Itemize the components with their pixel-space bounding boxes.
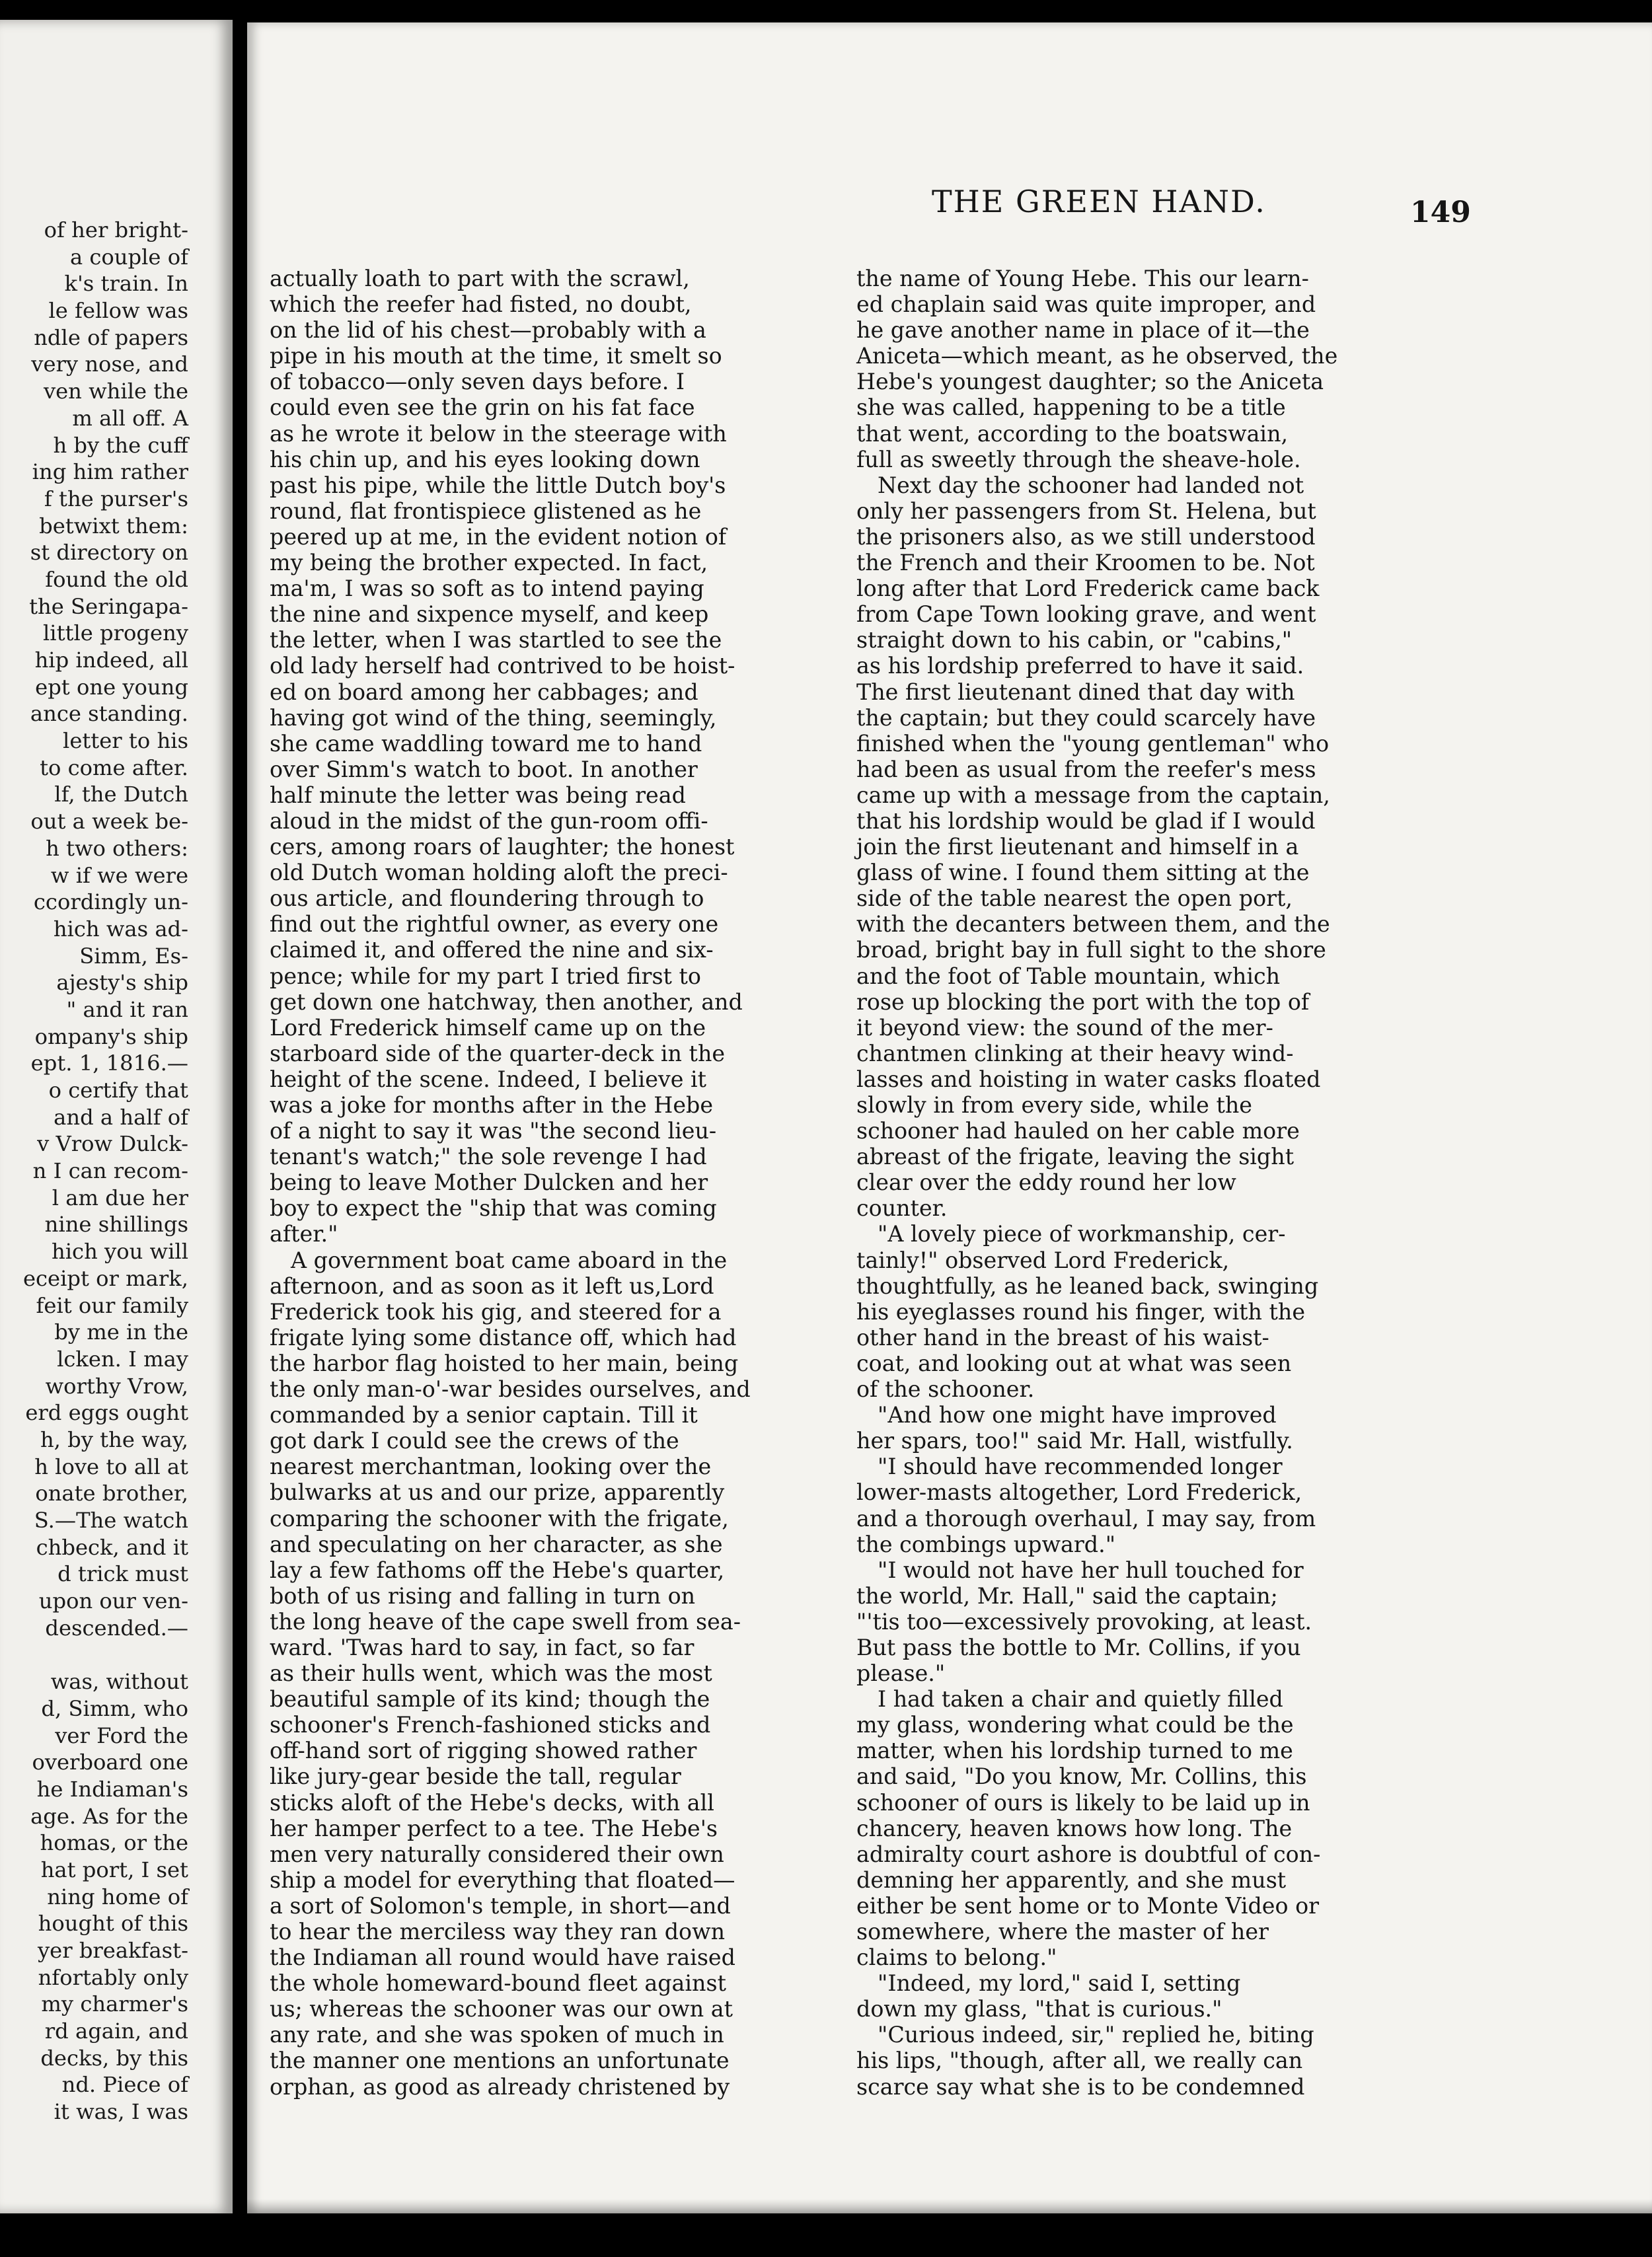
text-line: after." (270, 1221, 338, 1247)
text-line: Frederick took his gig, and steered for a (270, 1298, 722, 1325)
text-line: his chin up, and his eyes looking down (270, 446, 700, 472)
text-line: got dark I could see the crews of the (270, 1428, 679, 1454)
text-line: full as sweetly through the sheave-hole. (856, 446, 1301, 472)
text-line: she was called, happening to be a title (856, 394, 1286, 421)
text-line: old Dutch woman holding aloft the preci- (270, 860, 728, 886)
text-line: Lord Frederick himself came up on the (270, 1014, 706, 1041)
text-line: matter, when his lordship turned to me (856, 1738, 1293, 1764)
text-line: claimed it, and offered the nine and six- (270, 937, 714, 963)
text-line: d trick must (57, 1561, 188, 1587)
text-line: hought of this (38, 1911, 188, 1937)
text-line: it beyond view: the sound of the mer- (856, 1014, 1273, 1041)
text-line: the harbor flag hoisted to her main, being (270, 1350, 739, 1376)
text-line: any rate, and she was spoken of much in (270, 2022, 724, 2048)
text-line: get down one hatchway, then another, and (270, 988, 743, 1015)
text-line: nfortably only (38, 1964, 188, 1990)
page-gutter (233, 0, 247, 2257)
text-line: ccordingly un- (33, 889, 188, 915)
text-line: the Seringapa- (29, 593, 188, 619)
text-line: coat, and looking out at what was seen (856, 1350, 1292, 1376)
text-line: st directory on (30, 540, 188, 566)
text-line: and said, "Do you know, Mr. Collins, this (856, 1763, 1307, 1790)
text-line: other hand in the breast of his waist- (856, 1324, 1269, 1350)
text-line: "A lovely piece of workmanship, cer- (878, 1221, 1286, 1247)
text-line: beautiful sample of its kind; though the (270, 1686, 710, 1713)
text-line: Hebe's youngest daughter; so the Aniceta (856, 369, 1324, 395)
text-line: was, without (50, 1669, 188, 1695)
text-line: to come after. (40, 755, 188, 780)
text-line: m all off. A (72, 405, 188, 431)
text-line: of a night to say it was "the second lieu- (270, 1118, 717, 1144)
text-line: "'tis too—excessively provoking, at least. (856, 1608, 1312, 1635)
text-line: lay a few fathoms off the Hebe's quarter, (270, 1557, 725, 1583)
text-line: it was, I was (54, 2099, 188, 2125)
text-line: h two others: (46, 835, 188, 861)
text-line: "I should have recommended longer (878, 1454, 1283, 1480)
text-line: eceipt or mark, (22, 1265, 188, 1291)
facing-page-text (0, 217, 188, 2126)
text-line: Aniceta—which meant, as he observed, the (856, 343, 1338, 369)
text-line: lower-masts altogether, Lord Frederick, (856, 1479, 1302, 1506)
text-line: comparing the schooner with the frigate, (270, 1505, 729, 1532)
text-line: the combings upward." (856, 1531, 1116, 1557)
text-line: h love to all at (34, 1454, 188, 1479)
text-line: that went, according to the boatswain, (856, 420, 1289, 447)
text-line: frigate lying some distance off, which had (270, 1324, 737, 1350)
text-line: came up with a message from the captain, (856, 782, 1330, 808)
text-line: my charmer's (41, 1991, 188, 2017)
text-line: down my glass, "that is curious." (856, 1996, 1222, 2022)
text-line: us; whereas the schooner was our own at (270, 1996, 733, 2022)
text-line: a sort of Solomon's temple, in short—and (270, 1892, 731, 1919)
text-line: my glass, wondering what could be the (856, 1712, 1294, 1738)
text-line: counter. (856, 1195, 948, 1222)
text-line: ma'm, I was so soft as to intend paying (270, 575, 704, 602)
text-line: half minute the letter was being read (270, 782, 686, 808)
text-line: letter to his (63, 728, 188, 754)
text-line: his eyeglasses round his finger, with the (856, 1298, 1306, 1325)
text-line: the letter, when I was startled to see the (270, 627, 722, 653)
text-line: she came waddling toward me to hand (270, 730, 702, 757)
text-line: ed on board among her cabbages; and (270, 679, 698, 705)
text-line: aloud in the midst of the gun-room offi- (270, 807, 708, 834)
text-line: off-hand sort of rigging showed rather (270, 1738, 697, 1764)
text-line: rd again, and (44, 2018, 188, 2044)
text-line: by me in the (54, 1319, 188, 1345)
text-line: nine shillings (44, 1212, 188, 1238)
text-line: could even see the grin on his fat face (270, 394, 695, 421)
text-line: bulwarks at us and our prize, apparently (270, 1479, 725, 1506)
text-line: ver Ford the (55, 1722, 188, 1748)
text-line: h by the cuff (53, 432, 188, 458)
text-line: as he wrote it below in the steerage with (270, 420, 727, 447)
text-line: "And how one might have improved (878, 1402, 1277, 1428)
text-line: abreast of the frigate, leaving the sight (856, 1144, 1295, 1170)
text-line: chantmen clinking at their heavy wind- (856, 1040, 1294, 1066)
text-line: long after that Lord Frederick came back (856, 575, 1320, 602)
text-line: my being the brother expected. In fact, (270, 550, 708, 576)
text-line: on the lid of his chest—probably with a (270, 317, 706, 344)
text-line: out a week be- (30, 809, 188, 834)
text-line: a couple of (69, 244, 188, 270)
text-line: the world, Mr. Hall," said the captain; (856, 1582, 1278, 1609)
text-line: lf, the Dutch (54, 782, 188, 807)
text-line: old lady herself had contrived to be hoist- (270, 653, 735, 679)
text-line: schooner of ours is likely to be laid up in (856, 1789, 1310, 1816)
text-line: ship a model for everything that floated— (270, 1867, 735, 1893)
text-line: ance standing. (30, 701, 188, 727)
text-line: Next day the schooner had landed not (878, 472, 1304, 498)
text-line: I had taken a chair and quietly filled (878, 1686, 1283, 1713)
text-line: with the decanters between them, and the (856, 911, 1330, 938)
text-line: descended.— (45, 1615, 188, 1641)
text-line: somewhere, where the master of her (856, 1919, 1269, 1944)
text-line: ept. 1, 1816.— (30, 1051, 188, 1076)
text-line: finished when the "young gentleman" who (856, 730, 1330, 757)
text-line: actually loath to part with the scrawl, (270, 266, 690, 291)
text-line: hich was ad- (53, 916, 188, 942)
text-line: l am due her (52, 1185, 188, 1210)
text-line: upon our ven- (38, 1588, 188, 1614)
text-line: scarce say what she is to be condemned (856, 2073, 1305, 2100)
text-line: and the foot of Table mountain, which (856, 963, 1281, 989)
text-line: being to leave Mother Dulcken and her (270, 1169, 708, 1196)
text-line: slowly in from every side, while the (856, 1092, 1252, 1118)
text-line: had been as usual from the reefer's mess (856, 756, 1316, 782)
text-line: boy to expect the "ship that was coming (270, 1195, 717, 1222)
text-line: commanded by a senior captain. Till it (270, 1402, 698, 1428)
text-line: hip indeed, all (34, 648, 188, 673)
text-line: feit our family (36, 1292, 188, 1318)
text-line: claims to belong." (856, 1944, 1057, 1971)
text-line: thoughtfully, as he leaned back, swinging (856, 1273, 1319, 1299)
text-line: and speculating on her character, as she (270, 1531, 723, 1557)
text-line: he Indiaman's (36, 1776, 188, 1802)
text-line: orphan, as good as already christened by (270, 2073, 730, 2100)
text-line: yer breakfast- (37, 1938, 188, 1963)
text-line: hich you will (52, 1239, 188, 1265)
text-line: which the reefer had fisted, no doubt, (270, 291, 692, 318)
text-line: admiralty court ashore is doubtful of con- (856, 1841, 1321, 1867)
text-line: the prisoners also, as we still understood (856, 523, 1316, 550)
text-line: sticks aloft of the Hebe's decks, with all (270, 1789, 714, 1816)
text-line: ompany's ship (34, 1023, 188, 1049)
text-line: The first lieutenant dined that day with (856, 679, 1295, 705)
text-line: very nose, and (31, 352, 188, 377)
text-line: ing him rather (32, 459, 188, 485)
text-line: demning her apparently, and she must (856, 1867, 1287, 1893)
text-line: n I can recom- (32, 1158, 188, 1184)
text-line: the name of Young Hebe. This our learn- (856, 266, 1309, 291)
text-line: onate brother, (35, 1481, 188, 1506)
text-line: f the purser's (44, 486, 188, 511)
text-line (0, 1641, 188, 1668)
text-line: and a thorough overhaul, I may say, from (856, 1505, 1316, 1532)
text-line: broad, bright bay in full sight to the shore (856, 937, 1326, 963)
text-line: tenant's watch;" the sole revenge I had (270, 1144, 707, 1170)
text-line: little progeny (43, 620, 188, 646)
text-line: as their hulls went, which was the most (270, 1660, 712, 1687)
text-line: ndle of papers (34, 324, 188, 350)
text-line: tainly!" observed Lord Frederick, (856, 1247, 1230, 1273)
text-line: the Indiaman all round would have raised (270, 1944, 735, 1971)
text-line: schooner's French-fashioned sticks and (270, 1712, 711, 1738)
facing-page-fragment (0, 20, 233, 2213)
text-line: her hamper perfect to a tee. The Hebe's (270, 1815, 718, 1841)
text-line: erd eggs ought (25, 1400, 188, 1426)
text-line: cers, among roars of laughter; the honest (270, 834, 735, 860)
text-line: k's train. In (64, 271, 188, 297)
text-line: "I would not have her hull touched for (878, 1557, 1304, 1583)
text-line: rose up blocking the port with the top of (856, 988, 1310, 1015)
text-line: age. As for the (30, 1803, 188, 1829)
text-line: only her passengers from St. Helena, but (856, 498, 1316, 524)
text-line: side of the table nearest the open port, (856, 885, 1293, 912)
text-line: as his lordship preferred to have it said. (856, 653, 1304, 679)
text-line: the long heave of the cape swell from sea- (270, 1608, 741, 1635)
text-line: afternoon, and as soon as it left us,Lord (270, 1273, 714, 1299)
text-line: le fellow was (48, 298, 188, 324)
text-line: the captain; but they could scarcely have (856, 704, 1316, 731)
text-line: the nine and sixpence myself, and keep (270, 601, 709, 628)
text-line: ed chaplain said was quite improper, and (856, 291, 1316, 318)
text-line: hat port, I set (40, 1857, 188, 1882)
text-line: lcken. I may (57, 1346, 188, 1372)
text-line: over Simm's watch to boot. In another (270, 756, 698, 782)
text-line: like jury-gear beside the tall, regular (270, 1763, 681, 1790)
text-line: he gave another name in place of it—the (856, 317, 1310, 344)
text-line: from Cape Town looking grave, and went (856, 601, 1316, 628)
text-line: the French and their Kroomen to be. Not (856, 550, 1315, 576)
text-line: the whole homeward-bound fleet against (270, 1970, 726, 1997)
text-line: either be sent home or to Monte Video or (856, 1892, 1320, 1919)
text-line: chbeck, and it (36, 1534, 188, 1560)
text-line: ven while the (43, 379, 188, 404)
text-line: ajesty's ship (56, 970, 188, 996)
text-line: his lips, "though, after all, we really can (856, 2048, 1303, 2074)
text-line: ning home of (47, 1884, 188, 1909)
text-line: please." (856, 1660, 946, 1687)
text-column-left (270, 266, 831, 2100)
text-line: w if we were (50, 862, 188, 888)
text-line: homas, or the (40, 1830, 188, 1856)
text-line: worthy Vrow, (45, 1373, 188, 1399)
text-line: ept one young (35, 674, 188, 700)
text-line: her spars, too!" said Mr. Hall, wistfully. (856, 1428, 1293, 1454)
text-line: glass of wine. I found them sitting at the (856, 860, 1310, 886)
text-line: "Curious indeed, sir," replied he, biting (878, 2022, 1314, 2048)
text-line: past his pipe, while the little Dutch boy's (270, 472, 726, 498)
text-line: d, Simm, who (41, 1695, 188, 1721)
text-line: ward. 'Twas hard to say, in fact, so far (270, 1634, 695, 1660)
text-line: peered up at me, in the evident notion of (270, 523, 727, 550)
text-line: of tobacco—only seven days before. I (270, 369, 685, 395)
text-line: find out the rightful owner, as every one (270, 911, 719, 938)
text-line: men very naturally considered their own (270, 1841, 724, 1867)
text-line: the manner one mentions an unfortunate (270, 2048, 730, 2074)
text-line: join the first lieutenant and himself in a (856, 834, 1299, 860)
text-line: betwixt them: (39, 513, 188, 538)
text-line: starboard side of the quarter-deck in the (270, 1040, 726, 1066)
text-line: Simm, Es- (79, 943, 188, 969)
page-edge-shadow (247, 2199, 1652, 2213)
text-line: h, by the way, (40, 1426, 188, 1452)
text-line: both of us rising and falling in turn on (270, 1582, 696, 1609)
text-line: v Vrow Dulck- (37, 1131, 188, 1157)
text-line: nd. Piece of (61, 2072, 188, 2098)
running-head: THE GREEN HAND. (932, 184, 1266, 219)
text-line: having got wind of the thing, seemingly, (270, 704, 717, 731)
text-line: "Indeed, my lord," said I, setting (878, 1970, 1241, 1997)
text-line: to hear the merciless way they ran down (270, 1919, 726, 1944)
text-line: of the schooner. (856, 1376, 1035, 1403)
text-line: lasses and hoisting in water casks floated (856, 1066, 1321, 1092)
text-line: straight down to his cabin, or "cabins," (856, 627, 1293, 653)
text-line: height of the scene. Indeed, I believe it (270, 1066, 707, 1092)
text-line: pence; while for my part I tried first to (270, 963, 701, 989)
text-line: schooner had hauled on her cable more (856, 1118, 1300, 1144)
text-line: " and it ran (66, 996, 188, 1022)
text-line: and a half of (54, 1104, 188, 1130)
text-line: of her bright- (44, 217, 188, 242)
text-line: clear over the eddy round her low (856, 1169, 1236, 1196)
text-line: the only man-o'-war besides ourselves, and (270, 1376, 751, 1403)
text-line: ous article, and floundering through to (270, 885, 704, 912)
book-page (247, 22, 1652, 2213)
text-column-right (856, 266, 1418, 2100)
text-line: pipe in his mouth at the time, it smelt so (270, 343, 722, 369)
text-line: round, flat frontispiece glistened as he (270, 498, 702, 524)
text-line: that his lordship would be glad if I would (856, 807, 1316, 834)
text-line: S.—The watch (34, 1508, 188, 1533)
text-line: chancery, heaven knows how long. The (856, 1815, 1293, 1841)
text-line: found the old (45, 566, 188, 592)
text-line: decks, by this (40, 2045, 188, 2071)
text-line: overboard one (32, 1750, 188, 1775)
text-line: was a joke for months after in the Hebe (270, 1092, 714, 1118)
text-line: A government boat came aboard in the (291, 1247, 728, 1273)
page-number: 149 (1410, 196, 1471, 229)
text-line: But pass the bottle to Mr. Collins, if you (856, 1634, 1301, 1660)
text-line: nearest merchantman, looking over the (270, 1454, 712, 1480)
text-line: o certify that (48, 1078, 188, 1103)
